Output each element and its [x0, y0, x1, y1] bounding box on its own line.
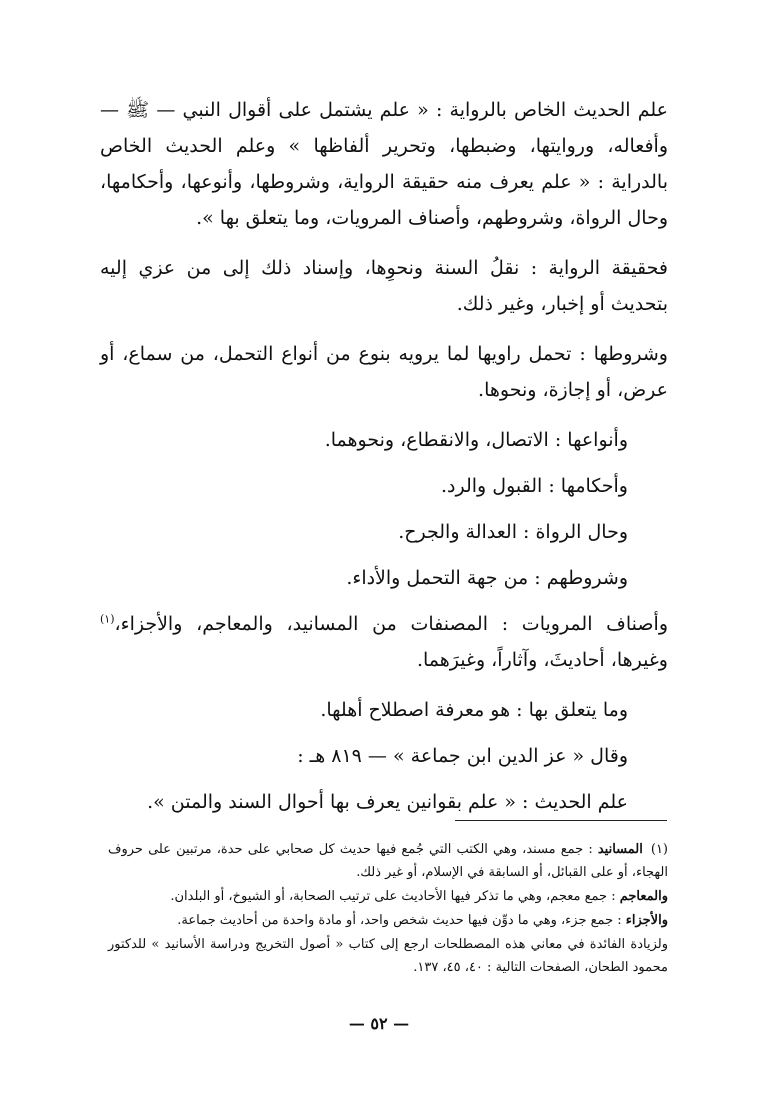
- footnote-text: : جمع مسند، وهي الكتب التي جُمع فيها حديث كل صحابي على حدة، مرتبين على حروف الهجاء، أو على القبائل، أو السابقة في الإسلام، أو غير ذلك.: [108, 842, 668, 880]
- footnote-text: : جمع جزء، وهي ما دوِّن فيها حديث شخص واحد، أو مادة واحدة من أحاديث جماعة.: [177, 913, 626, 928]
- paragraph-conditions: وشروطها : تحمل راويها لما يرويه بنوع من أنواع التحمل، من سماع، أو عرض، أو إجازة، ونحوها.: [100, 343, 668, 401]
- paragraph-hadith-science: علم الحديث : « علم بقوانين يعرف بها أحوال السند والمتن ».: [147, 791, 628, 813]
- main-text: [100, 92, 668, 830]
- footnote-reference[interactable]: (١): [100, 612, 115, 626]
- page-number: — ٥٢ —: [348, 1014, 410, 1033]
- footnote-1-d: [108, 933, 668, 979]
- footnote-number: (١): [650, 842, 668, 857]
- paragraph-riwaya: فحقيقة الرواية : نقلُ السنة ونحوِها، وإسناد ذلك إلى من عزي إليه بتحديث أو إخبار، وغير ذلك.: [100, 257, 668, 315]
- paragraph-narrator-conditions: وشروطهم : من جهة التحمل والأداء.: [346, 567, 628, 589]
- paragraph-categories-tail: وغيرها، أحاديثَ، وآثاراً، وغيرَهما.: [416, 649, 668, 671]
- footnote-1-c: [108, 909, 668, 932]
- paragraph-categories-text: وأصناف المرويات : المصنفات من المسانيد، والمعاجم، والأجزاء،: [114, 613, 668, 635]
- footnote-term: والمعاجم: [619, 889, 668, 904]
- paragraph-definition: علم الحديث الخاص بالرواية : « علم يشتمل على أقوال النبي — ﷺ — وأفعاله، وروايتها، وضبطها، وتحرير ألفاظها » وعلم الحديث الخاص بالدراية : « علم يعرف منه حقيقة الرواية، وشروطها، وأنوعها، وأحكامها، وحال الرواة، وشروطهم، وأصناف المرويات، وما يتعلق بها ».: [100, 99, 668, 229]
- footnote-1-b: [108, 885, 668, 908]
- footnote-divider: [455, 820, 667, 821]
- footnote-1: [108, 838, 668, 884]
- paragraph-related: وما يتعلق بها : هو معرفة اصطلاح أهلها.: [320, 699, 628, 721]
- footnote-text: ولزيادة الفائدة في معاني هذه المصطلحات ارجع إلى كتاب « أصول التخريج ودراسة الأسانيد » للدكتور محمود الطحان، الصفحات التالية : ٤٠، ٤٥، ١٣٧.: [108, 937, 668, 975]
- footnote-text: : جمع معجم، وهي ما تذكر فيها الأحاديث على ترتيب الصحابة، أو الشيوخ، أو البلدان.: [170, 889, 620, 904]
- footnotes: [108, 838, 668, 980]
- paragraph-rulings: وأحكامها : القبول والرد.: [441, 475, 628, 497]
- paragraph-narrators: وحال الرواة : العدالة والجرح.: [398, 521, 628, 543]
- paragraph-ibn-jamaa: وقال « عز الدين ابن جماعة » — ٨١٩ هـ :: [297, 745, 628, 767]
- footnote-term: المسانيد: [597, 842, 643, 857]
- paragraph-categories: [100, 606, 668, 678]
- paragraph-types: وأنواعها : الاتصال، والانقطاع، ونحوهما.: [324, 429, 628, 451]
- footnote-term: والأجزاء: [625, 913, 668, 928]
